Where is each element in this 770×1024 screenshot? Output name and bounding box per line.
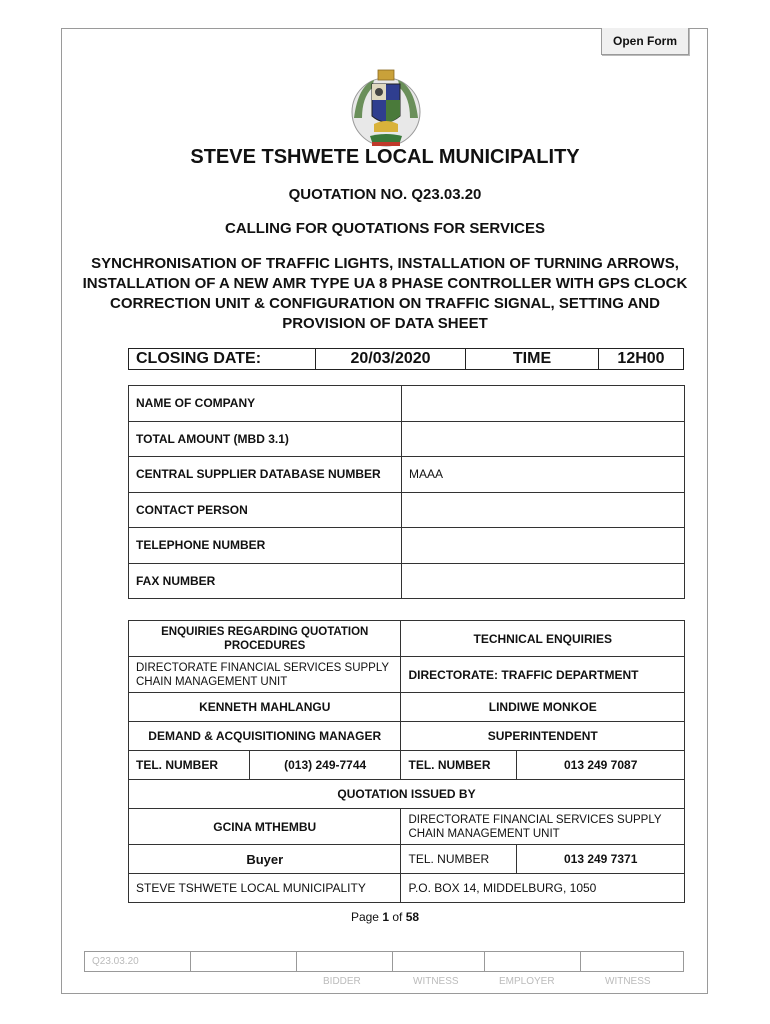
calling-heading: CALLING FOR QUOTATIONS FOR SERVICES — [224, 220, 545, 237]
page-number — [0, 910, 770, 924]
table-row — [129, 657, 685, 693]
service-description: SYNCHRONISATION OF TRAFFIC LIGHTS, INSTALLATION OF TURNING ARROWS, INSTALLATION OF A NEW AMR TYPE UA 8 PHASE CONTROLLER WITH GPS CLOCK CORRECTION UNIT & CONFIGURATION ON TRAFFIC SIGNAL, SETTING AND PROVISION OF DATA SHEET — [82, 255, 688, 332]
table-row — [129, 722, 685, 751]
contact-person-field[interactable] — [402, 492, 685, 528]
municipality-title: STEVE TSHWETE LOCAL MUNICIPALITY — [190, 146, 580, 168]
issuer-tel-label: TEL. NUMBER — [401, 845, 517, 874]
table-row — [129, 492, 685, 528]
issued-by-header: QUOTATION ISSUED BY — [129, 780, 685, 809]
page-current: 1 — [382, 910, 389, 924]
table-row — [129, 751, 685, 780]
procedures-header: ENQUIRIES REGARDING QUOTATION PROCEDURES — [129, 621, 401, 657]
table-row — [129, 386, 685, 422]
telephone-number-field[interactable] — [402, 528, 685, 564]
closing-date-value: 20/03/2020 — [316, 349, 466, 370]
table-row — [129, 563, 685, 599]
page-prefix: Page — [350, 910, 379, 924]
company-name-field[interactable] — [402, 386, 685, 422]
technical-tel-value: 013 249 7087 — [517, 751, 685, 780]
enquiries-table — [128, 620, 685, 903]
technical-tel-label: TEL. NUMBER — [401, 751, 517, 780]
table-row — [129, 780, 685, 809]
witness2-initial-box[interactable] — [485, 952, 581, 972]
procedures-contact-name: KENNETH MAHLANGU — [129, 693, 401, 722]
bidder-initial-box[interactable] — [191, 952, 297, 972]
table-row — [129, 845, 685, 874]
company-name-label: NAME OF COMPANY — [129, 386, 402, 422]
contact-person-label: CONTACT PERSON — [129, 492, 402, 528]
csd-number-field[interactable]: MAAA — [402, 457, 685, 493]
procedures-tel-value: (013) 249-7744 — [249, 751, 401, 780]
table-row — [129, 693, 685, 722]
closing-time-label: TIME — [466, 349, 599, 370]
issuer-organisation: STEVE TSHWETE LOCAL MUNICIPALITY — [129, 874, 401, 903]
fax-number-label: FAX NUMBER — [129, 563, 402, 599]
procedures-tel-label: TEL. NUMBER — [129, 751, 250, 780]
table-row — [129, 874, 685, 903]
footer-reference: Q23.03.20 — [85, 952, 191, 972]
table-row — [129, 809, 685, 845]
procedures-directorate: DIRECTORATE FINANCIAL SERVICES SUPPLY CHAIN MANAGEMENT UNIT — [129, 657, 401, 693]
table-row — [129, 621, 685, 657]
technical-contact-name: LINDIWE MONKOE — [401, 693, 685, 722]
technical-directorate: DIRECTORATE: TRAFFIC DEPARTMENT — [401, 657, 685, 693]
csd-number-label: CENTRAL SUPPLIER DATABASE NUMBER — [129, 457, 402, 493]
technical-header: TECHNICAL ENQUIRIES — [401, 621, 685, 657]
table-row — [129, 421, 685, 457]
issuer-address: P.O. BOX 14, MIDDELBURG, 1050 — [401, 874, 685, 903]
issuer-directorate: DIRECTORATE FINANCIAL SERVICES SUPPLY CHAIN MANAGEMENT UNIT — [401, 809, 685, 845]
total-amount-field[interactable] — [402, 421, 685, 457]
quotation-number: QUOTATION NO. Q23.03.20 — [288, 186, 482, 203]
issuer-tel-value: 013 249 7371 — [517, 845, 685, 874]
employer-initial-box[interactable] — [393, 952, 485, 972]
witness1-label: WITNESS — [413, 976, 459, 987]
closing-date-table — [128, 348, 684, 370]
employer-label: EMPLOYER — [499, 976, 555, 987]
issuer-role: Buyer — [129, 845, 401, 874]
issuer-name: GCINA MTHEMBU — [129, 809, 401, 845]
page-of: of — [392, 910, 403, 924]
municipal-crest-icon — [344, 66, 428, 150]
footer-signature-table — [84, 951, 684, 972]
witness2-label: WITNESS — [605, 976, 651, 987]
witness1-initial-box[interactable] — [297, 952, 393, 972]
company-details-table — [128, 385, 685, 599]
closing-date-label: CLOSING DATE: — [129, 349, 316, 370]
page-total: 58 — [405, 910, 420, 924]
fax-number-field[interactable] — [402, 563, 685, 599]
procedures-contact-title: DEMAND & ACQUISITIONING MANAGER — [129, 722, 401, 751]
table-row — [129, 457, 685, 493]
closing-time-value: 12H00 — [599, 349, 684, 370]
footer-spare-box — [581, 952, 684, 972]
open-form-button[interactable]: Open Form — [601, 28, 689, 55]
technical-contact-title: SUPERINTENDENT — [401, 722, 685, 751]
total-amount-label: TOTAL AMOUNT (MBD 3.1) — [129, 421, 402, 457]
table-row — [129, 528, 685, 564]
bidder-label: BIDDER — [323, 976, 361, 987]
telephone-number-label: TELEPHONE NUMBER — [129, 528, 402, 564]
